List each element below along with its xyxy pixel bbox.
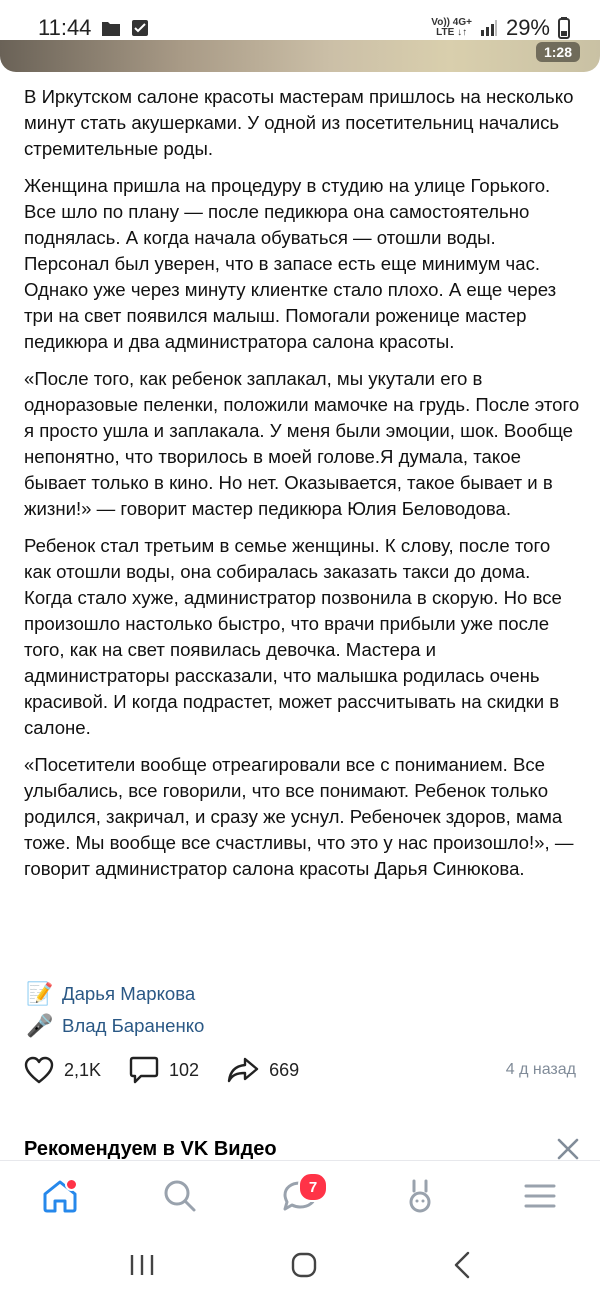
paragraph-4: Ребенок стал третьим в семье женщины. К слову, после того как отошли воды, она собиралась заказать такси до дома. Когда стало хуже, администратор позвонила в скорую. Но все произошло настолько быстро, что врачи прибыли уже после того, как на свет появилась девочка. Мастера и администраторы рассказали, что малышка родилась очень красивой. И когда подрастет, может рассчитывать на скидки в салоне.: [24, 535, 562, 738]
heart-icon: [24, 1056, 54, 1084]
messages-badge: 7: [298, 1172, 328, 1202]
close-icon[interactable]: [556, 1137, 580, 1161]
share-arrow-icon: [227, 1056, 259, 1084]
battery-icon: [558, 17, 570, 39]
tab-home[interactable]: [30, 1166, 90, 1226]
paragraph-3: «После того, как ребенок заплакал, мы укутали его в одноразовые пеленки, положили мамочке на грудь. После этого я просто ушла и заплакала. У меня были эмоции, шок. Вообще непонятно, что творилось в моей голове.Я думала, такое бывает только в кино. Но нет. Оказывается, такое бывает и в жизни!» — говорит мастер педикюра Юлия Беловодова.: [24, 368, 580, 519]
status-time: 11:44: [38, 15, 92, 40]
comment-button[interactable]: [129, 1055, 199, 1085]
author-row: [26, 978, 204, 1010]
tab-menu[interactable]: [510, 1166, 570, 1226]
system-navigation-bar: [0, 1230, 600, 1299]
post-actions: [24, 1052, 576, 1088]
network-type-bottom: LTE ↓↑: [436, 27, 468, 38]
app-tab-bar: [0, 1160, 600, 1231]
memo-emoji-icon: 📝: [26, 981, 54, 1006]
paragraph-5: «Посетители вообще отреагировали все с пониманием. Все улыбались, все говорили, что все понимают. Ребенок только родился, закричал, и сразу же уснул. Ребеночек здоров, мама тоже. Мы вообще все счастливы, что это у нас произошло!», — говорит администратор салона красоты Дарья Синюкова.: [24, 754, 574, 879]
home-button-icon[interactable]: [291, 1252, 317, 1278]
post-text: [24, 84, 580, 893]
video-duration: 1:28: [536, 42, 580, 62]
checkbox-notification-icon: [131, 19, 149, 37]
author-link-markova[interactable]: Дарья Маркова: [62, 983, 196, 1004]
tab-messages[interactable]: [270, 1166, 330, 1226]
hamburger-menu-icon: [524, 1183, 556, 1209]
share-count: 669: [269, 1059, 300, 1080]
status-bar: [0, 0, 600, 56]
comment-icon: [129, 1055, 159, 1085]
author-row: [26, 1010, 204, 1042]
tab-clips[interactable]: [390, 1166, 450, 1226]
tab-search[interactable]: [150, 1166, 210, 1226]
status-right: [431, 15, 570, 41]
search-icon: [163, 1179, 197, 1213]
folder-icon: [101, 19, 121, 37]
like-count: 2,1K: [64, 1059, 102, 1080]
post-date: 4 д назад: [505, 1061, 576, 1078]
author-link-baranenko[interactable]: Влад Бараненко: [62, 1015, 205, 1036]
authors-list: [26, 978, 204, 1042]
comment-count: 102: [169, 1059, 200, 1080]
clips-bunny-icon: [405, 1178, 435, 1214]
status-left: [38, 15, 149, 41]
share-button[interactable]: [227, 1056, 299, 1084]
battery-percent: 29%: [505, 15, 550, 40]
recent-apps-icon[interactable]: [128, 1253, 156, 1277]
signal-icon: [480, 20, 498, 36]
paragraph-2: Женщина пришла на процедуру в студию на улице Горького. Все шло по плану — после педикюра она самостоятельно поднялась. А когда начала обуваться — отошли воды. Персонал был уверен, что в запасе есть еще минимум час. Однако уже через минуту клиентке стало плохо. А еще через три на свет появился малыш. Помогали роженице мастер педикюра и два администратора салона красоты.: [24, 175, 557, 352]
network-indicator: [431, 18, 472, 38]
back-icon[interactable]: [452, 1251, 472, 1279]
recommend-title: Рекомендуем в VK Видео: [24, 1137, 277, 1160]
microphone-emoji-icon: 🎤: [26, 1013, 54, 1038]
network-type-top: Vo)) 4G+: [431, 17, 472, 28]
home-notification-dot: [65, 1178, 78, 1191]
paragraph-1: В Иркутском салоне красоты мастерам пришлось на несколько минут стать акушерками. У одной из посетительниц начались стремительные роды.: [24, 86, 574, 159]
like-button[interactable]: [24, 1056, 101, 1084]
